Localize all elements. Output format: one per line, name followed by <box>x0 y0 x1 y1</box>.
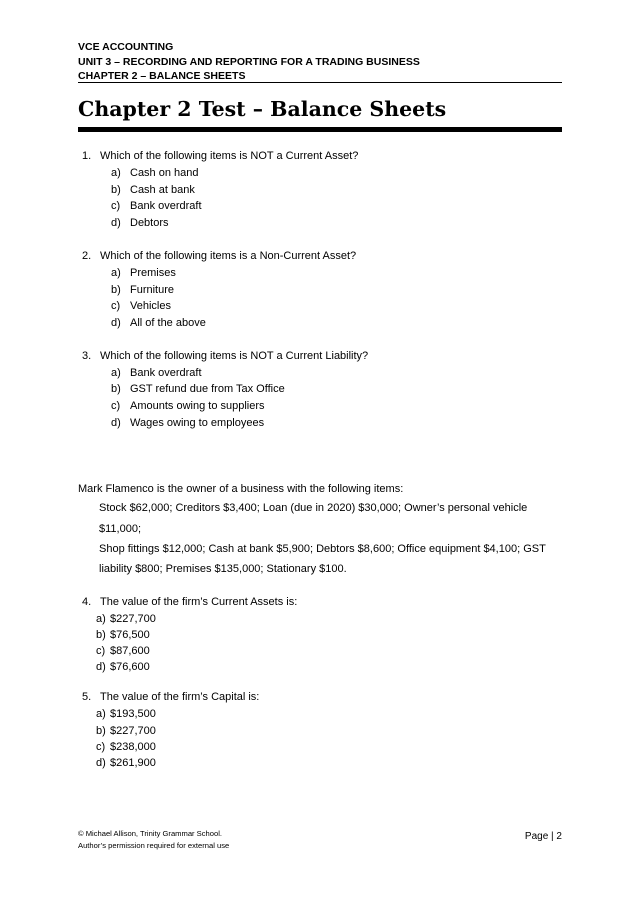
question-text: Which of the following items is NOT a Current Liability? <box>100 349 369 362</box>
option-letter: b) <box>96 628 106 641</box>
option-text: $76,500 <box>110 628 150 641</box>
option-letter: b) <box>111 383 121 396</box>
question-1 <box>78 148 562 232</box>
page-number: Page | 2 <box>524 831 562 842</box>
option-c <box>78 739 562 755</box>
option-letter: a) <box>111 366 121 379</box>
option-a <box>78 365 562 382</box>
option-d <box>78 659 562 675</box>
scenario-line: Stock $62,000; Creditors $3,400; Loan (due in 2020) $30,000; Owner’s personal vehicle $11,000; <box>99 502 528 535</box>
question-number: 2. <box>82 249 92 262</box>
option-b <box>78 381 562 398</box>
option-letter: a) <box>96 708 106 721</box>
question-text: The value of the firm’s Capital is: <box>100 691 260 704</box>
title-underline-bar <box>78 127 562 132</box>
test-content <box>78 148 562 771</box>
option-text: $87,600 <box>110 645 150 658</box>
option-letter: b) <box>96 724 106 737</box>
page-title: Chapter 2 Test – Balance Sheets <box>78 97 447 121</box>
document-header <box>78 40 562 84</box>
option-text: Amounts owing to suppliers <box>130 400 265 413</box>
option-letter: a) <box>111 167 121 179</box>
option-letter: d) <box>111 217 121 230</box>
option-text: $227,700 <box>110 724 156 737</box>
option-c <box>78 198 562 215</box>
header-chapter: CHAPTER 2 – BALANCE SHEETS <box>78 70 246 82</box>
header-subject: VCE ACCOUNTING <box>78 41 174 53</box>
option-d <box>78 215 562 232</box>
option-text: Bank overdraft <box>130 200 202 213</box>
option-text: $238,000 <box>110 740 156 753</box>
option-a <box>78 706 562 722</box>
option-text: Cash on hand <box>130 167 199 179</box>
question-number: 3. <box>82 349 92 362</box>
option-text: Premises <box>130 266 176 279</box>
option-letter: d) <box>111 316 121 329</box>
option-text: $227,700 <box>110 612 156 625</box>
option-b <box>78 627 562 643</box>
header-divider <box>78 82 562 83</box>
option-text: Furniture <box>130 283 175 296</box>
option-letter: b) <box>111 183 121 196</box>
question-text: Which of the following items is a Non-Current Asset? <box>100 249 357 262</box>
option-letter: c) <box>111 200 121 213</box>
option-letter: d) <box>111 416 121 429</box>
option-letter: b) <box>111 283 121 296</box>
option-a <box>78 165 562 182</box>
option-letter: c) <box>96 740 106 753</box>
option-d <box>78 755 562 771</box>
option-letter: a) <box>96 612 106 625</box>
option-letter: d) <box>96 757 106 770</box>
option-c <box>78 398 562 415</box>
option-letter: c) <box>111 400 121 413</box>
document-footer <box>78 828 562 851</box>
option-letter: c) <box>111 300 121 313</box>
question-text: The value of the firm’s Current Assets is: <box>100 595 298 608</box>
option-b <box>78 182 562 199</box>
option-letter: a) <box>111 266 121 279</box>
option-text: $76,600 <box>110 661 150 674</box>
question-number: 5. <box>82 691 92 704</box>
scenario-intro: Mark Flamenco is the owner of a business with the following items: <box>78 483 404 496</box>
option-c <box>78 298 562 315</box>
option-d <box>78 415 562 432</box>
question-3 <box>78 348 562 432</box>
option-b <box>78 282 562 299</box>
option-a <box>78 265 562 282</box>
question-4 <box>78 594 562 676</box>
option-text: $261,900 <box>110 757 156 770</box>
option-text: $193,500 <box>110 708 156 721</box>
option-text: Bank overdraft <box>130 366 202 379</box>
footer-copyright: © Michael Allison, Trinity Grammar School. <box>78 829 223 838</box>
option-text: Debtors <box>130 217 169 230</box>
question-5 <box>78 689 562 771</box>
option-text: Vehicles <box>130 300 171 313</box>
option-b <box>78 723 562 739</box>
option-text: GST refund due from Tax Office <box>130 383 285 396</box>
option-letter: c) <box>96 645 106 658</box>
option-text: All of the above <box>130 316 206 329</box>
option-text: Cash at bank <box>130 183 195 196</box>
scenario-line: liability $800; Premises $135,000; Stationary $100. <box>99 563 347 576</box>
footer-permission: Author’s permission required for external use <box>78 840 230 850</box>
scenario-items <box>78 498 562 579</box>
scenario-line: Shop fittings $12,000; Cash at bank $5,900; Debtors $8,600; Office equipment $4,100; GST <box>99 543 546 556</box>
option-text: Wages owing to employees <box>130 416 265 429</box>
option-a <box>78 611 562 627</box>
scenario-block <box>78 481 562 579</box>
question-number: 4. <box>82 595 92 608</box>
option-d <box>78 315 562 332</box>
question-number: 1. <box>82 150 92 162</box>
question-2 <box>78 248 562 332</box>
option-c <box>78 643 562 659</box>
header-unit: UNIT 3 – RECORDING AND REPORTING FOR A TRADING BUSINESS <box>78 55 420 68</box>
option-letter: d) <box>96 661 106 674</box>
question-text: Which of the following items is NOT a Current Asset? <box>100 150 359 162</box>
